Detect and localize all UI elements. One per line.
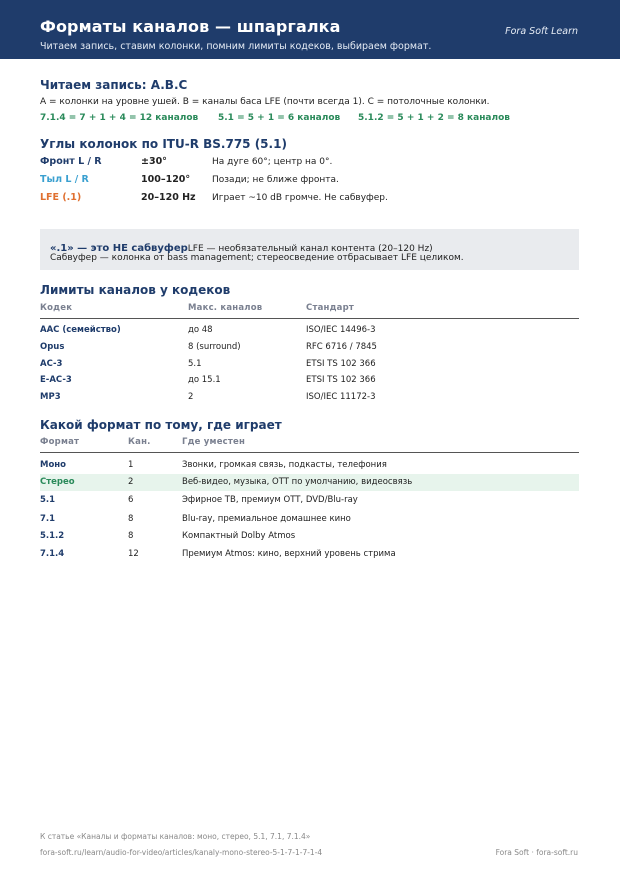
codec-max: до 48 [188, 325, 213, 335]
format-usage: Премиум Atmos: кино, верхний уровень стрима [182, 549, 396, 559]
brand-label: Fora Soft Learn [505, 26, 578, 37]
format-channels: 6 [128, 495, 134, 505]
format-channels: 1 [128, 460, 134, 470]
format-name: Моно [40, 460, 67, 470]
speaker-label-front: Фронт L / R [40, 156, 102, 167]
codec-standard: ETSI TS 102 366 [306, 375, 376, 385]
codec-standard: ETSI TS 102 366 [306, 359, 376, 369]
page-header [0, 0, 620, 59]
page-title: Форматы каналов — шпаргалка [40, 17, 341, 36]
section-heading-formats: Какой формат по тому, где играет [40, 418, 282, 432]
speaker-note-front: На дуге 60°; центр на 0°. [212, 157, 333, 167]
format-usage: Веб-видео, музыка, OTT по умолчанию, видеосвязь [182, 477, 413, 487]
callout-line2: Сабвуфер — колонка от bass management; стереосведение отбрасывает LFE целиком. [50, 253, 464, 263]
format-channels: 8 [128, 531, 134, 541]
codec-max: до 15.1 [188, 375, 221, 385]
codec-max: 8 (surround) [188, 342, 241, 352]
codec-standard: ISO/IEC 14496-3 [306, 325, 376, 335]
codec-name: Opus [40, 342, 65, 352]
codec-name: E-AC-3 [40, 375, 72, 385]
speaker-label-rear: Тыл L / R [40, 174, 89, 185]
codec-col-standard: Стандарт [306, 303, 354, 313]
codec-table-rule [40, 318, 579, 319]
callout-line1: LFE — необязательный канал контента (20–120 Hz) [187, 244, 433, 254]
codec-standard: RFC 6716 / 7845 [306, 342, 377, 352]
format-col-channels: Кан. [128, 437, 151, 447]
format-name: 7.1 [40, 514, 56, 524]
formula-51: 5.1 = 5 + 1 = 6 каналов [218, 113, 341, 123]
codec-name: AC-3 [40, 359, 63, 369]
codec-max: 5.1 [188, 359, 202, 369]
speaker-label-lfe: LFE (.1) [40, 192, 82, 203]
footer-brand: Fora Soft · fora-soft.ru [495, 848, 578, 857]
footer-url[interactable]: fora-soft.ru/learn/audio-for-video/articles/kanaly-mono-stereo-5-1-7-1-7-1-4 [40, 848, 323, 857]
format-usage: Blu-ray, премиальное домашнее кино [182, 514, 351, 524]
speaker-note-lfe: Играет ~10 dB громче. Не сабвуфер. [212, 193, 388, 203]
reading-explanation: A = колонки на уровне ушей. B = каналы баса LFE (почти всегда 1). C = потолочные колонки. [40, 97, 490, 107]
format-table-rule [40, 452, 579, 453]
speaker-angle-front: ±30° [141, 156, 167, 167]
format-channels: 8 [128, 514, 134, 524]
format-channels: 2 [128, 477, 134, 487]
format-name: 5.1 [40, 495, 56, 505]
speaker-angle-lfe: 20–120 Hz [141, 192, 196, 203]
codec-name: MP3 [40, 392, 61, 402]
codec-name: AAC (семейство) [40, 325, 121, 335]
format-name: 5.1.2 [40, 531, 65, 541]
section-heading-angles: Углы колонок по ITU-R BS.775 (5.1) [40, 137, 287, 151]
formula-714: 7.1.4 = 7 + 1 + 4 = 12 каналов [40, 113, 199, 123]
lfe-callout [40, 229, 579, 270]
speaker-note-rear: Позади; не ближе фронта. [212, 175, 339, 185]
format-col-usage: Где уместен [182, 437, 246, 447]
format-usage: Компактный Dolby Atmos [182, 531, 296, 541]
format-name: Стерео [40, 477, 75, 487]
callout-bold: «.1» — это НЕ сабвуфер [50, 243, 188, 254]
codec-col-codec: Кодек [40, 303, 73, 313]
formula-512: 5.1.2 = 5 + 1 + 2 = 8 каналов [358, 113, 510, 123]
format-usage: Эфирное ТВ, премиум OTT, DVD/Blu-ray [182, 495, 358, 505]
codec-col-max: Макс. каналов [188, 303, 263, 313]
section-heading-reading: Читаем запись: A.B.C [40, 78, 188, 92]
format-usage: Звонки, громкая связь, подкасты, телефония [182, 460, 387, 470]
codec-max: 2 [188, 392, 194, 402]
page-subtitle: Читаем запись, ставим колонки, помним лимиты кодеков, выбираем формат. [40, 41, 432, 52]
section-heading-codecs: Лимиты каналов у кодеков [40, 283, 231, 297]
footer-article: К статье «Каналы и форматы каналов: моно, стерео, 5.1, 7.1, 7.1.4» [40, 832, 311, 841]
speaker-angle-rear: 100–120° [141, 174, 191, 185]
codec-standard: ISO/IEC 11172-3 [306, 392, 376, 402]
format-col-format: Формат [40, 437, 80, 447]
format-name: 7.1.4 [40, 549, 65, 559]
format-channels: 12 [128, 549, 139, 559]
